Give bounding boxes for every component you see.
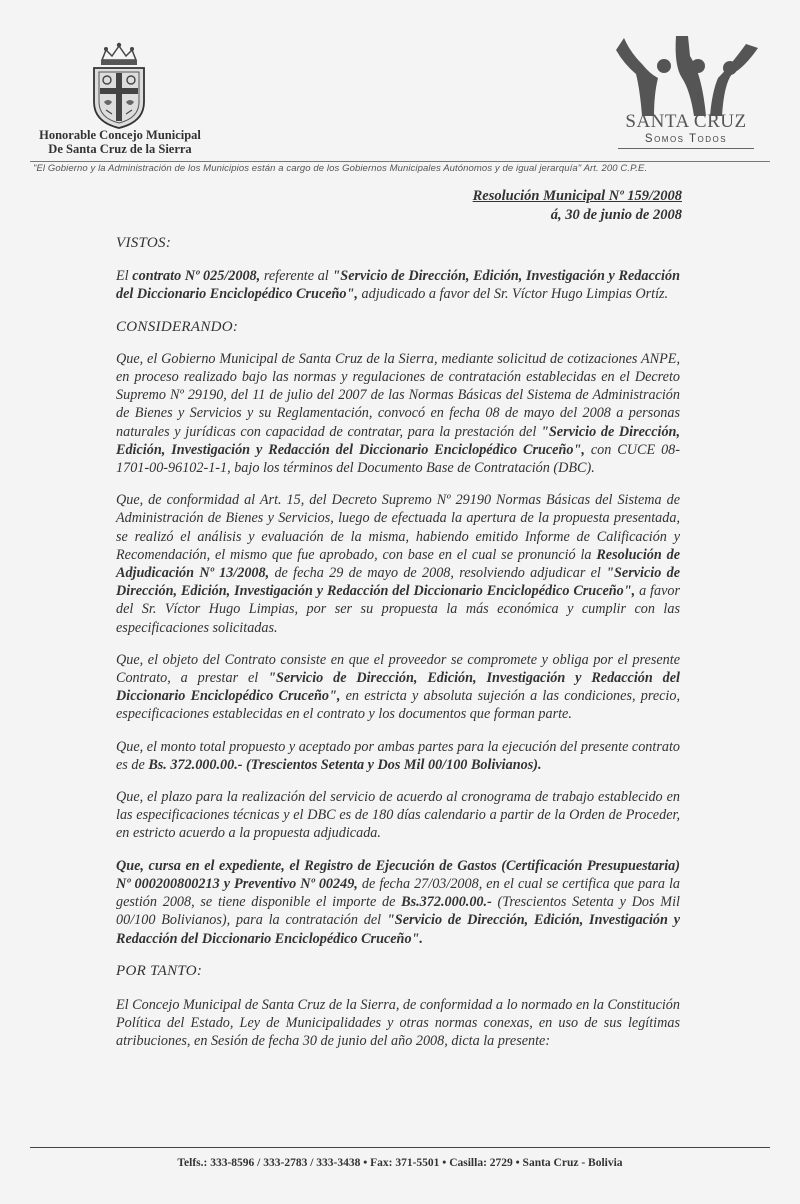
service-title: "Servicio de Dirección, Edición, Investigación y Redacción del Diccionario Enciclopédico Cruceño", [116, 268, 680, 303]
footer-contact: Telfs.: 333-8596 / 333-2783 / 333-3438 • Fax: 371-5501 • Casilla: 2729 • Santa Cruz - Bolivia [177, 1157, 623, 1169]
text-run: Que, el objeto del Contrato consiste en que el proveedor se compromete y obliga por el presente Contrato, a prestar el [116, 651, 680, 687]
text-run: (Trescientos Setenta y Dos Mil 00/100 Bolivianos), para la contratación del [116, 894, 680, 929]
text-run: El [116, 268, 133, 285]
considerando-paragraph-3 [116, 651, 680, 724]
heading-vistos: VISTOS: [116, 235, 172, 251]
footer-divider [30, 1147, 770, 1148]
header-divider [30, 161, 770, 162]
service-title: "Servicio de Dirección, Edición, Investigación y Redacción del Diccionario Enciclopédico Cruceño", [116, 670, 680, 705]
adjudication-resolution: Resolución de Adjudicación Nº 13/2008, [116, 546, 680, 582]
resolution-title: Resolución Municipal Nº 159/2008 [472, 188, 682, 204]
text-run: de fecha 27/03/2008, en el cual se certifica que para la gestión 2008, se tiene disponible el importe de [116, 875, 680, 911]
constitution-quote: "El Gobierno y la Administración de los Municipios están a cargo de los Gobiernos Municipales Autónomos y de igual jerarquía" Art. 200 C.P.E. [33, 163, 648, 174]
contract-amount: Bs. 372.000.00.- (Trescientos Setenta y Dos Mil 00/100 Bolivianos). [148, 756, 542, 773]
santa-cruz-logo-icon [606, 34, 766, 119]
coat-of-arms-icon [88, 42, 150, 132]
heading-considerando: CONSIDERANDO: [116, 318, 239, 335]
considerando-paragraph-6 [116, 857, 680, 948]
considerando-paragraph-5: Que, el plazo para la realización del servicio de acuerdo al cronograma de trabajo establecido en las especificaciones técnicas y el DBC es de 180 días calendario a partir de la Orden de Proceder, en estricto acuerdo a la propuesta adjudicada. [116, 789, 680, 842]
text-run: Que, de conformidad al Art. 15, del Decreto Supremo Nº 29190 Normas Básicas del Sistema de Administración de Bienes y Servicios, luego de efectuada la apertura de la propuesta presentada, se realizó el análisis y evaluación de la misma, habiendo emitido Informe de Calificación y Recomendación, el mismo que fue aprobado, con base en el cual se pronunció la [116, 492, 680, 563]
resolution-date: á, 30 de junio de 2008 [550, 207, 682, 223]
heading-por-tanto: POR TANTO: [116, 962, 203, 979]
santa-cruz-logo-text [600, 112, 772, 149]
council-name [20, 128, 220, 156]
document-body [116, 232, 680, 1065]
text-run: Que, el monto total propuesto y aceptado por ambas partes para la ejecución del presente contrato es de [116, 738, 680, 773]
considerando-paragraph-2 [116, 491, 680, 637]
por-tanto-paragraph: El Concejo Municipal de Santa Cruz de la Sierra, de conformidad a lo normado en la Constitución Política del Estado, Ley de Municipalidades y otras normas conexas, en uso de sus legítimas atribuciones, en Sesión de fecha 30 de junio del año 2008, dicta la presente: [116, 996, 680, 1050]
text-run: de fecha 29 de mayo de 2008, resolviendo adjudicar el [269, 565, 607, 582]
text-run: Que, el Gobierno Municipal de Santa Cruz de la Sierra, mediante solicitud de cotizaciones ANPE, en proceso realizado bajo las normas y regulaciones de contratación establecidas en el Decreto Supremo Nº 29190, del 11 de julio del 2007 de las Normas Básicas del Sistema de Administración de Bienes y Servicios y su Reglamentación, convocó en fecha 08 de mayo del 2008 a personas naturales y jurídicas con capacidad de contratar, para la prestación del [116, 350, 680, 440]
logo-name: SANTA CRUZ [625, 111, 747, 132]
considerando-paragraph-1 [116, 350, 680, 477]
council-line-2: De Santa Cruz de la Sierra [48, 142, 192, 156]
text-run: adjudicado a favor del Sr. Víctor Hugo Limpias Ortíz. [357, 286, 669, 303]
text-run: con CUCE 08-1701-00-96102-1-1, bajo los términos del Documento Base de Contratación (DBC). [116, 441, 680, 477]
vistos-paragraph [116, 267, 680, 303]
service-title: "Servicio de Dirección, Edición, Investigación y Redacción del Diccionario Enciclopédico Cruceño". [116, 912, 680, 947]
text-run: a favor del Sr. Víctor Hugo Limpias, por ser su propuesta la más económica y cumplir con las especificaciones solicitadas. [116, 583, 680, 636]
service-title: "Servicio de Dirección, Edición, Investigación y Redacción del Diccionario Enciclopédico Cruceño", [116, 423, 680, 458]
considerando-paragraph-4 [116, 738, 680, 774]
text-run: referente al [260, 268, 333, 285]
logo-slogan: Somos Todos [618, 132, 754, 149]
budget-amount: Bs.372.000.00.- [401, 894, 492, 911]
budget-certification: Que, cursa en el expediente, el Registro de Ejecución de Gastos (Certificación Presupuestaria) Nº 000200800213 y Preventivo Nº 00249, [116, 857, 680, 892]
text-run: en estricta y absoluta sujeción a las condiciones, precio, especificaciones establecidas en el contrato y los documentos que forman parte. [116, 688, 681, 723]
service-title: "Servicio de Dirección, Edición, Investigación y Redacción del Diccionario Enciclopédico Cruceño", [116, 565, 680, 600]
council-line-1: Honorable Concejo Municipal [39, 128, 201, 142]
contract-number: contrato Nº 025/2008, [132, 268, 261, 285]
